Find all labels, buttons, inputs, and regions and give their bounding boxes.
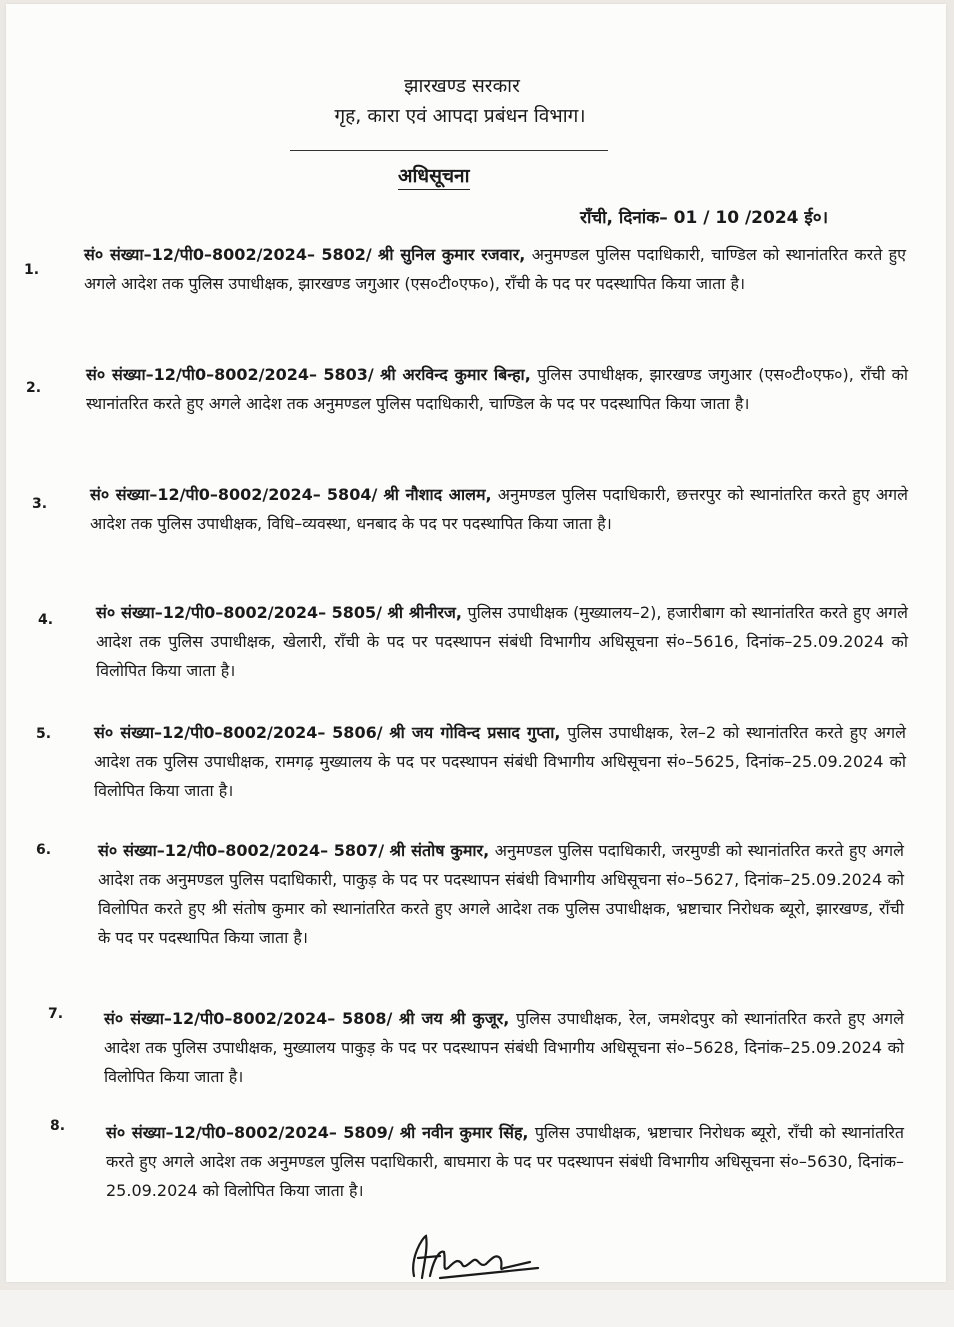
order-reference: सं० संख्या–12/पी0–8002/2024– — [84, 245, 315, 264]
order-paragraph — [106, 1118, 904, 1205]
order-paragraph — [96, 598, 908, 685]
officer-name: श्री संतोष कुमार, — [389, 841, 490, 860]
order-text: पुलिस उपाधीक्षक, रेल–2 को स्थानांतरित करते हुए अगले आदेश तक पुलिस उपाधीक्षक, रामगढ़ मुख्यालय के पद पर पदस्थापन संबंधी विभागीय अधिसूचना सं०–5625, दिनांक–25.09.2024 को विलोपित किया जाता है। — [94, 723, 907, 800]
order-serial: 5806/ — [332, 723, 383, 742]
order-paragraph — [98, 836, 904, 952]
order-reference: सं० संख्या–12/पी0–8002/2024– — [86, 365, 317, 384]
order-reference: सं० संख्या–12/पी0–8002/2024– — [90, 485, 321, 504]
order-serial: 5808/ — [341, 1009, 393, 1028]
officer-name: श्री सुनिल कुमार रजवार, — [378, 245, 526, 264]
order-text: पुलिस उपाधीक्षक, झारखण्ड जगुआर (एस०टी०एफ०), राँची को स्थानांतरित करते हुए अगले आदेश तक अनुमण्डल पुलिस पदाधिकारी, चाण्डिल के पद पर पदस्थापित किया जाता है। — [86, 365, 909, 413]
officer-name: श्री नौशाद आलम, — [383, 485, 492, 504]
officer-name: श्री नवीन कुमार सिंह, — [399, 1123, 529, 1142]
order-number: 4. — [38, 612, 54, 628]
officer-name: श्री जय गोविन्द प्रसाद गुप्ता, — [389, 723, 561, 742]
order-serial: 5802/ — [321, 245, 372, 264]
order-paragraph — [104, 1004, 904, 1091]
order-number: 8. — [50, 1118, 66, 1134]
order-text: अनुमण्डल पुलिस पदाधिकारी, जरमुण्डी को स्थानांतरित करते हुए अगले आदेश तक अनुमण्डल पुलिस पदाधिकारी, पाकुड़ के पद पर पदस्थापन संबंधी विभागीय अधिसूचना सं०–5627, दिनांक–25.09.2024 को विलोपित करते हुए श्री संतोष कुमार को स्थानांतरित करते हुए अगले आदेश तक पुलिस उपाधीक्षक, भ्रष्टाचार निरोधक ब्यूरो, झारखण्ड, राँची के पद पर पदस्थापित किया जाता है। — [98, 841, 904, 947]
order-paragraph — [94, 718, 906, 805]
order-paragraph — [84, 240, 906, 298]
dateline: राँची, दिनांक– 01 / 10 /2024 ई०। — [580, 208, 829, 228]
order-text: पुलिस उपाधीक्षक (मुख्यालय–2), हजारीबाग को स्थानांतरित करते हुए अगले आदेश तक पुलिस उपाधीक्षक, खेलारी, राँची के पद पर पदस्थापन संबंधी विभागीय अधिसूचना सं०–5616, दिनांक–25.09.2024 को विलोपित किया जाता है। — [96, 603, 908, 680]
order-reference: सं० संख्या–12/पी0–8002/2024– — [98, 841, 329, 860]
order-reference: सं० संख्या–12/पी0–8002/2024– — [96, 603, 327, 622]
order-text: पुलिस उपाधीक्षक, भ्रष्टाचार निरोधक ब्यूरो, राँची को स्थानांतरित करते हुए अगले आदेश तक अनुमण्डल पुलिस पदाधिकारी, बाघमारा के पद पर पदस्थापन संबंधी विभागीय अधिसूचना सं०–5630, दिनांक–25.09.2024 को विलोपित किया जाता है। — [106, 1123, 905, 1200]
government-name: झारखण्ड सरकार — [404, 75, 520, 97]
order-number: 1. — [24, 262, 40, 278]
order-reference: सं० संख्या–12/पी0–8002/2024– — [106, 1123, 337, 1142]
order-number: 6. — [36, 842, 52, 858]
order-serial: 5807/ — [333, 841, 385, 860]
officer-name: श्री श्रीनीरज, — [387, 603, 462, 622]
officer-name: श्री अरविन्द कुमार बिन्हा, — [380, 365, 531, 384]
order-serial: 5803/ — [323, 365, 374, 384]
officer-name: श्री जय श्री कुजूर, — [399, 1009, 510, 1028]
order-text: पुलिस उपाधीक्षक, रेल, जमशेदपुर को स्थानांतरित करते हुए अगले आदेश तक पुलिस उपाधीक्षक, मुख्यालय पाकुड़ के पद पर पदस्थापन संबंधी विभागीय अधिसूचना सं०–5628, दिनांक–25.09.2024 को विलोपित किया जाता है। — [104, 1009, 905, 1086]
order-number: 2. — [26, 380, 42, 396]
department-name: गृह, कारा एवं आपदा प्रबंधन विभाग। — [334, 105, 586, 127]
notification-title: अधिसूचना — [398, 162, 470, 190]
order-number: 3. — [32, 496, 48, 512]
order-paragraph — [90, 480, 908, 538]
order-reference: सं० संख्या–12/पी0–8002/2024– — [104, 1009, 336, 1028]
order-serial: 5804/ — [326, 485, 378, 504]
order-reference: सं० संख्या–12/पी0–8002/2024– — [94, 723, 326, 742]
order-serial: 5809/ — [343, 1123, 394, 1142]
order-text: अनुमण्डल पुलिस पदाधिकारी, छत्तरपुर को स्थानांतरित करते हुए अगले आदेश तक पुलिस उपाधीक्षक, विधि–व्यवस्था, धनबाद के पद पर पदस्थापित किया जाता है। — [90, 485, 908, 533]
order-number: 5. — [36, 726, 52, 742]
order-paragraph — [86, 360, 908, 418]
order-text: अनुमण्डल पुलिस पदाधिकारी, चाण्डिल को स्थानांतरित करते हुए अगले आदेश तक पुलिस उपाधीक्षक, झारखण्ड जगुआर (एस०टी०एफ०), राँची के पद पर पदस्थापित किया जाता है। — [84, 245, 907, 293]
order-number: 7. — [48, 1006, 64, 1022]
signature — [400, 1228, 550, 1288]
bottom-strip — [0, 1290, 954, 1327]
header-divider — [290, 150, 608, 151]
order-serial: 5805/ — [331, 603, 383, 622]
